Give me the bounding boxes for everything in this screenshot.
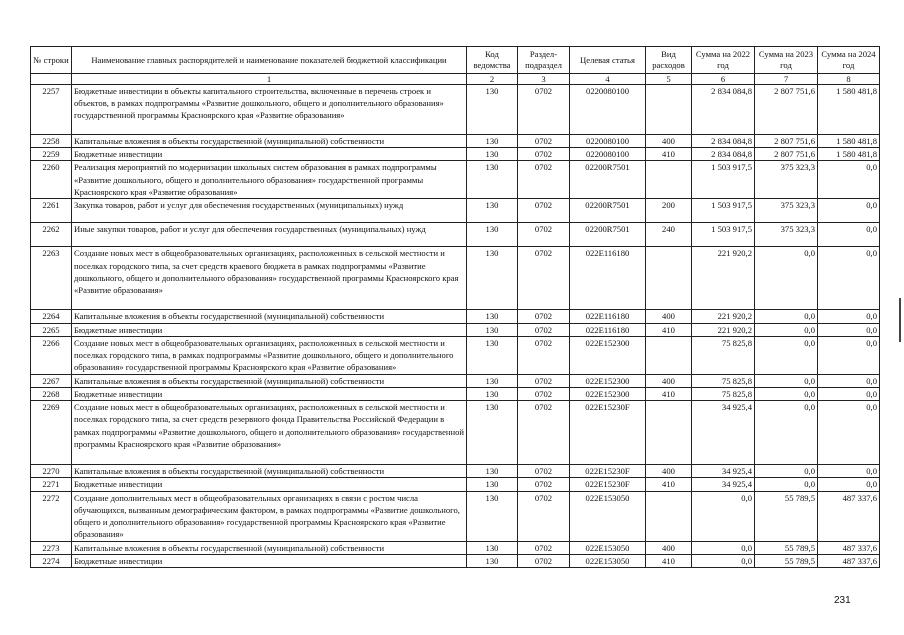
row-sum-2022: 2 834 084,8 [692,148,755,161]
column-number [31,74,72,85]
row-vr [646,247,692,310]
table-row [31,336,880,374]
table-row [31,465,880,478]
header-sum-2022: Сумма на 2022 год [692,47,755,74]
header-csr: Целевая статья [570,47,646,74]
row-razdel: 0702 [518,85,570,135]
row-vr: 200 [646,199,692,223]
row-razdel: 0702 [518,247,570,310]
row-csr: 022E15230F [570,465,646,478]
row-ved: 130 [467,465,518,478]
row-sum-2023: 0,0 [755,374,818,387]
row-sum-2023: 0,0 [755,401,818,465]
row-razdel: 0702 [518,388,570,401]
row-razdel: 0702 [518,336,570,374]
row-sum-2023: 0,0 [755,310,818,323]
row-sum-2022: 1 503 917,5 [692,199,755,223]
row-ved: 130 [467,323,518,336]
row-ved: 130 [467,374,518,387]
row-csr: 022E116180 [570,323,646,336]
row-number: 2257 [31,85,72,135]
row-vr [646,401,692,465]
row-sum-2024: 0,0 [818,310,880,323]
row-razdel: 0702 [518,323,570,336]
column-number: 2 [467,74,518,85]
row-sum-2023: 55 789,5 [755,541,818,554]
row-sum-2023: 375 323,3 [755,199,818,223]
row-name: Реализация мероприятий по модернизации школьных систем образования в рамках подпрограммы «Развитие дошкольного, общего и дополнительного образования» государственной программы Красноярского края «Развитие образования» [72,161,467,199]
row-number: 2272 [31,491,72,541]
row-name: Капитальные вложения в объекты государственной (муниципальной) собственности [72,541,467,554]
table-row [31,148,880,161]
row-sum-2024: 487 337,6 [818,541,880,554]
table-body [31,85,880,568]
row-razdel: 0702 [518,223,570,247]
row-ved: 130 [467,541,518,554]
row-csr: 022E15230F [570,401,646,465]
row-sum-2024: 487 337,6 [818,554,880,567]
row-ved: 130 [467,148,518,161]
row-number: 2265 [31,323,72,336]
row-name: Создание дополнительных мест в общеобразовательных организациях в связи с ростом числа обучающихся, вызванным демографическим фактором, в рамках подпрограммы «Развитие дошкольного, общего и дополнительного образования» государственной программы Красноярского края «Развитие образования» [72,491,467,541]
row-sum-2022: 75 825,8 [692,388,755,401]
row-vr [646,161,692,199]
table-row [31,135,880,148]
header-ved: Код ведомства [467,47,518,74]
row-ved: 130 [467,247,518,310]
row-razdel: 0702 [518,148,570,161]
row-razdel: 0702 [518,199,570,223]
row-name: Создание новых мест в общеобразовательных организациях, расположенных в сельской местности и поселках городского типа, за счет средств краевого бюджета в рамках подпрограммы «Развитие дошкольного, общего и дополнительного образования» государственной программы Красноярского края «Развитие образования» [72,247,467,310]
row-vr: 400 [646,310,692,323]
row-ved: 130 [467,85,518,135]
row-ved: 130 [467,310,518,323]
row-sum-2023: 0,0 [755,336,818,374]
row-ved: 130 [467,554,518,567]
row-name: Капитальные вложения в объекты государственной (муниципальной) собственности [72,374,467,387]
row-ved: 130 [467,199,518,223]
row-number: 2271 [31,478,72,491]
table-row [31,388,880,401]
row-sum-2023: 0,0 [755,323,818,336]
row-sum-2022: 34 925,4 [692,478,755,491]
row-sum-2024: 0,0 [818,401,880,465]
row-sum-2024: 0,0 [818,223,880,247]
row-ved: 130 [467,388,518,401]
row-sum-2024: 0,0 [818,247,880,310]
column-number: 1 [72,74,467,85]
row-sum-2022: 221 920,2 [692,310,755,323]
row-sum-2024: 0,0 [818,323,880,336]
row-razdel: 0702 [518,541,570,554]
row-sum-2024: 1 580 481,8 [818,135,880,148]
row-number: 2260 [31,161,72,199]
row-name: Бюджетные инвестиции [72,323,467,336]
row-razdel: 0702 [518,465,570,478]
row-csr: 022E152300 [570,374,646,387]
row-csr: 022E153050 [570,541,646,554]
header-row [31,47,880,74]
row-vr: 400 [646,465,692,478]
row-vr: 400 [646,374,692,387]
row-vr: 400 [646,541,692,554]
row-csr: 0220080100 [570,85,646,135]
row-vr: 410 [646,388,692,401]
row-csr: 0220080100 [570,148,646,161]
row-number: 2264 [31,310,72,323]
row-razdel: 0702 [518,478,570,491]
column-number: 4 [570,74,646,85]
row-sum-2022: 0,0 [692,491,755,541]
row-vr: 410 [646,323,692,336]
row-vr: 400 [646,135,692,148]
row-sum-2022: 34 925,4 [692,401,755,465]
table-row [31,161,880,199]
row-sum-2023: 375 323,3 [755,223,818,247]
row-name: Закупка товаров, работ и услуг для обеспечения государственных (муниципальных) нужд [72,199,467,223]
row-vr: 240 [646,223,692,247]
row-vr: 410 [646,478,692,491]
row-razdel: 0702 [518,491,570,541]
row-razdel: 0702 [518,135,570,148]
row-sum-2023: 2 807 751,6 [755,135,818,148]
row-name: Иные закупки товаров, работ и услуг для обеспечения государственных (муниципальных) нужд [72,223,467,247]
column-number: 3 [518,74,570,85]
row-csr: 0220080100 [570,135,646,148]
table-row [31,310,880,323]
budget-table [30,46,880,568]
table-row [31,491,880,541]
row-ved: 130 [467,161,518,199]
table-row [31,223,880,247]
row-sum-2023: 0,0 [755,388,818,401]
header-row-no: № строки [31,47,72,74]
row-vr: 410 [646,148,692,161]
header-sum-2024: Сумма на 2024 год [818,47,880,74]
row-sum-2024: 1 580 481,8 [818,85,880,135]
row-csr: 022E153050 [570,491,646,541]
row-sum-2024: 1 580 481,8 [818,148,880,161]
column-number-row [31,74,880,85]
header-razdel: Раздел-подраздел [518,47,570,74]
row-sum-2022: 0,0 [692,541,755,554]
column-number: 7 [755,74,818,85]
row-ved: 130 [467,478,518,491]
table-row [31,554,880,567]
row-sum-2024: 0,0 [818,478,880,491]
table-row [31,374,880,387]
row-vr [646,336,692,374]
row-name: Капитальные вложения в объекты государственной (муниципальной) собственности [72,310,467,323]
page-number: 231 [834,595,851,606]
table-row [31,199,880,223]
row-name: Капитальные вложения в объекты государственной (муниципальной) собственности [72,465,467,478]
row-csr: 02200R7501 [570,199,646,223]
row-name: Бюджетные инвестиции [72,388,467,401]
header-sum-2023: Сумма на 2023 год [755,47,818,74]
row-name: Бюджетные инвестиции в объекты капитального строительства, включенные в перечень строек и объектов, в рамках подпрограммы «Развитие дошкольного, общего и дополнительного образования» государственной программы Красноярского края «Развитие образования» [72,85,467,135]
row-sum-2023: 55 789,5 [755,491,818,541]
table-row [31,323,880,336]
row-sum-2023: 0,0 [755,478,818,491]
row-csr: 022E153050 [570,554,646,567]
row-name: Создание новых мест в общеобразовательных организациях, расположенных в сельской местности и поселках городского типа, за счет средств резервного фонда Правительства Российской Федерации в рамках подпрограммы «Развитие дошкольного, общего и дополнительного образования» государственной программы Красноярского края «Развитие образования» [72,401,467,465]
header-vr: Вид расходов [646,47,692,74]
column-number: 6 [692,74,755,85]
row-razdel: 0702 [518,310,570,323]
row-csr: 022E116180 [570,247,646,310]
row-sum-2024: 0,0 [818,161,880,199]
row-ved: 130 [467,135,518,148]
column-number: 8 [818,74,880,85]
row-number: 2261 [31,199,72,223]
row-razdel: 0702 [518,401,570,465]
table-row [31,85,880,135]
row-sum-2022: 2 834 084,8 [692,85,755,135]
row-number: 2273 [31,541,72,554]
header-name: Наименование главных распорядителей и наименование показателей бюджетной классификации [72,47,467,74]
row-sum-2022: 0,0 [692,554,755,567]
row-vr: 410 [646,554,692,567]
row-name: Бюджетные инвестиции [72,554,467,567]
row-sum-2022: 34 925,4 [692,465,755,478]
row-csr: 022E116180 [570,310,646,323]
row-ved: 130 [467,336,518,374]
row-number: 2267 [31,374,72,387]
row-csr: 02200R7501 [570,161,646,199]
row-csr: 022E15230F [570,478,646,491]
row-sum-2024: 0,0 [818,374,880,387]
row-razdel: 0702 [518,161,570,199]
row-ved: 130 [467,401,518,465]
table-row [31,478,880,491]
row-sum-2022: 2 834 084,8 [692,135,755,148]
row-sum-2022: 75 825,8 [692,336,755,374]
row-ved: 130 [467,491,518,541]
row-sum-2023: 375 323,3 [755,161,818,199]
row-number: 2274 [31,554,72,567]
row-sum-2024: 0,0 [818,465,880,478]
row-sum-2022: 221 920,2 [692,323,755,336]
row-sum-2024: 0,0 [818,199,880,223]
row-csr: 02200R7501 [570,223,646,247]
row-sum-2024: 487 337,6 [818,491,880,541]
row-number: 2270 [31,465,72,478]
table-row [31,247,880,310]
row-sum-2022: 1 503 917,5 [692,223,755,247]
row-sum-2022: 221 920,2 [692,247,755,310]
row-sum-2022: 75 825,8 [692,374,755,387]
row-ved: 130 [467,223,518,247]
row-sum-2024: 0,0 [818,336,880,374]
row-name: Создание новых мест в общеобразовательных организациях, расположенных в сельской местности и поселках городского типа, в рамках подпрограммы «Развитие дошкольного, общего и дополнительного образования» государственной программы Красноярского края «Развитие образования» [72,336,467,374]
row-number: 2269 [31,401,72,465]
row-csr: 022E152300 [570,336,646,374]
row-sum-2023: 0,0 [755,465,818,478]
row-number: 2259 [31,148,72,161]
table-row [31,541,880,554]
row-number: 2268 [31,388,72,401]
row-vr [646,491,692,541]
row-sum-2023: 2 807 751,6 [755,148,818,161]
row-name: Бюджетные инвестиции [72,478,467,491]
table-row [31,401,880,465]
row-sum-2023: 55 789,5 [755,554,818,567]
row-sum-2024: 0,0 [818,388,880,401]
row-sum-2023: 2 807 751,6 [755,85,818,135]
row-name: Капитальные вложения в объекты государственной (муниципальной) собственности [72,135,467,148]
row-number: 2262 [31,223,72,247]
row-sum-2022: 1 503 917,5 [692,161,755,199]
row-razdel: 0702 [518,554,570,567]
row-number: 2263 [31,247,72,310]
row-razdel: 0702 [518,374,570,387]
row-csr: 022E152300 [570,388,646,401]
row-vr [646,85,692,135]
row-name: Бюджетные инвестиции [72,148,467,161]
row-number: 2266 [31,336,72,374]
column-number: 5 [646,74,692,85]
scan-edge-mark [899,298,901,342]
row-number: 2258 [31,135,72,148]
row-sum-2023: 0,0 [755,247,818,310]
